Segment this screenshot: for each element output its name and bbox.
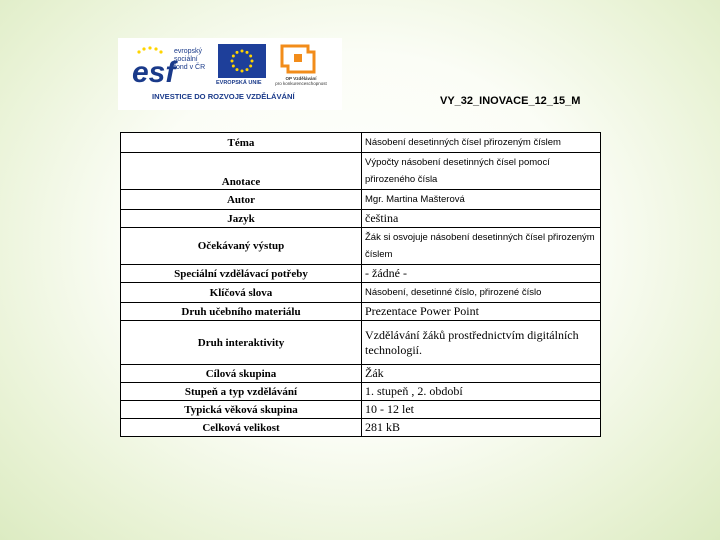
table-row xyxy=(121,265,601,283)
table-row xyxy=(121,133,601,153)
row-value: 1. stupeň , 2. období xyxy=(362,383,601,401)
eu-label: EVROPSKÁ UNIE xyxy=(216,80,262,86)
op-label xyxy=(268,76,334,86)
table-row xyxy=(121,153,601,190)
header-banner xyxy=(118,38,342,110)
eu-star-icon xyxy=(241,70,244,73)
row-label: Cílová skupina xyxy=(121,365,362,383)
table-row xyxy=(121,228,601,265)
esf-logo-text: esf xyxy=(132,56,176,88)
row-value: 281 kB xyxy=(362,419,601,437)
invest-slogan: INVESTICE DO ROZVOJE VZDĚLÁVÁNÍ xyxy=(152,92,295,101)
table-row xyxy=(121,210,601,228)
row-value: Mgr. Martina Mašterová xyxy=(362,190,601,210)
table-row xyxy=(121,365,601,383)
eu-star-icon xyxy=(249,55,252,58)
eu-star-icon xyxy=(231,60,234,63)
table-row xyxy=(121,383,601,401)
row-label: Klíčová slova xyxy=(121,283,362,303)
table-row xyxy=(121,401,601,419)
row-value: Žák si osvojuje násobení desetinných čísel přirozeným číslem xyxy=(362,228,601,265)
row-value: Výpočty násobení desetinných čísel pomocí přirozeného čísla xyxy=(362,153,601,190)
esf-text-line: sociální xyxy=(174,56,198,63)
row-value: čeština xyxy=(362,210,601,228)
row-label: Téma xyxy=(121,133,362,153)
table-row xyxy=(121,419,601,437)
eu-star-icon xyxy=(251,60,254,63)
row-label: Anotace xyxy=(121,153,362,190)
row-value: Prezentace Power Point xyxy=(362,303,601,321)
eu-star-icon xyxy=(246,68,249,71)
eu-star-icon xyxy=(241,50,244,53)
table-row xyxy=(121,283,601,303)
row-label: Druh interaktivity xyxy=(121,321,362,365)
row-label: Typická věková skupina xyxy=(121,401,362,419)
metadata-table xyxy=(120,132,601,437)
eu-star-icon xyxy=(236,68,239,71)
row-label: Autor xyxy=(121,190,362,210)
table-row xyxy=(121,303,601,321)
row-label: Očekávaný výstup xyxy=(121,228,362,265)
esf-text-line: evropský xyxy=(174,48,203,55)
eu-star-icon xyxy=(232,55,235,58)
row-label: Speciální vzdělávací potřeby xyxy=(121,265,362,283)
row-value: Násobení desetinných čísel přirozeným číslem xyxy=(362,133,601,153)
row-value: Násobení, desetinné číslo, přirozené číslo xyxy=(362,283,601,303)
eu-star-icon xyxy=(249,65,252,68)
op-logo-icon xyxy=(278,42,318,76)
op-label-line: pro konkurenceschopnost xyxy=(275,81,327,86)
row-value: - žádné - xyxy=(362,265,601,283)
eu-star-icon xyxy=(236,51,239,54)
row-label: Jazyk xyxy=(121,210,362,228)
eu-star-icon xyxy=(246,51,249,54)
op-label-line: OP Vzdělávání xyxy=(285,76,317,81)
row-label: Celková velikost xyxy=(121,419,362,437)
row-value: 10 - 12 let xyxy=(362,401,601,419)
document-code: VY_32_INOVACE_12_15_M xyxy=(440,95,581,107)
table-row xyxy=(121,190,601,210)
eu-flag-icon xyxy=(218,44,266,78)
row-label: Stupeň a typ vzdělávání xyxy=(121,383,362,401)
row-value: Vzdělávání žáků prostřednictvím digitálních technologií. xyxy=(362,321,601,365)
table-row xyxy=(121,321,601,365)
row-label: Druh učebního materiálu xyxy=(121,303,362,321)
esf-text-line: fond v ČR xyxy=(174,64,206,71)
row-value: Žák xyxy=(362,365,601,383)
esf-text xyxy=(174,48,205,72)
eu-star-icon xyxy=(232,65,235,68)
